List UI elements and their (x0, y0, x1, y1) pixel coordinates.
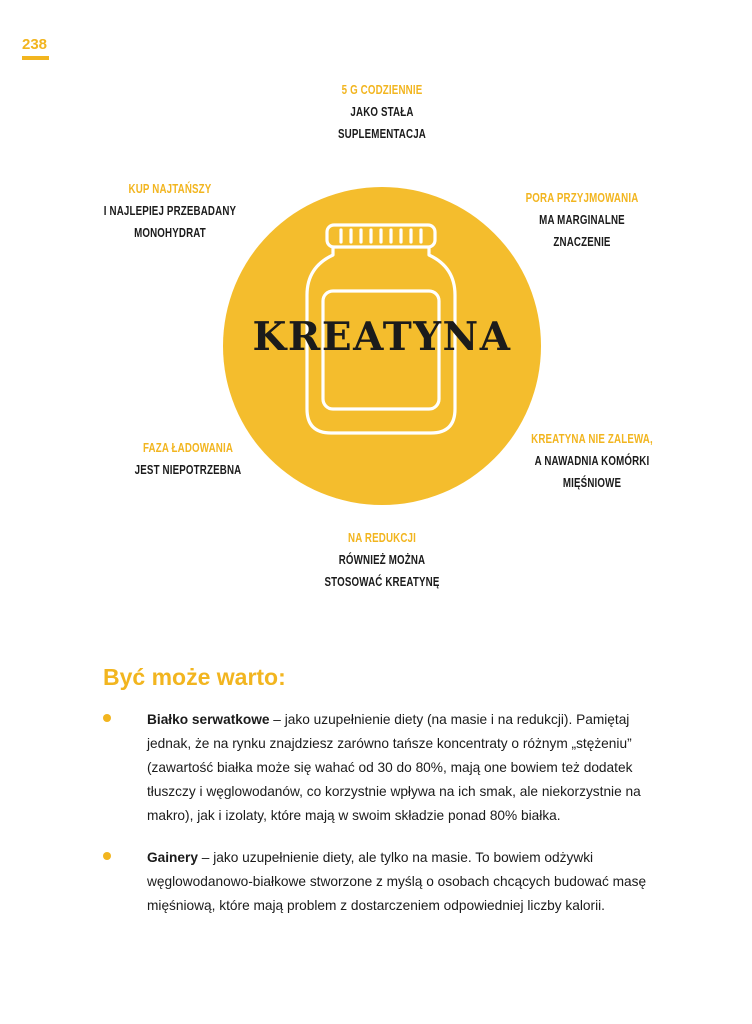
list-item-body: – jako uzupełnienie diety (na masie i na redukcji). Pamiętaj jednak, że na rynku znajdziesz zarówno tańsze koncentraty o różnym „stężeniu” (zawartość białka może się wahać od 30 do 80%, mają one bowiem też dodatek tłuszczy i węglowodanów, co korzystnie wpływa na ich smak, ale niekorzystnie na makro), jak i izolaty, które mają w swoim składzie ponad 80% białka. (147, 712, 641, 823)
note-bottom (296, 527, 468, 593)
note-right (506, 428, 678, 494)
list-item-text (147, 846, 663, 918)
note-bottom-line-1: RÓWNIEŻ MOŻNA (338, 553, 426, 567)
list-item-text (147, 708, 663, 828)
list-item-body: – jako uzupełnienie diety, ale tylko na masie. To bowiem odżywki węglowodanowo-białkowe stworzone z myślą o osobach chcących budować masę mięśniową, które mają problem z dostarczeniem odpowiedniej liczby kalorii. (147, 850, 647, 913)
note-top-left (84, 178, 256, 244)
note-top-line-2: SUPLEMENTACJA (338, 127, 426, 141)
list-item-term: Białko serwatkowe (147, 712, 270, 727)
list-item (103, 846, 663, 918)
section-heading: Być może warto: (103, 664, 286, 690)
note-top-line-1: JAKO STAŁA (350, 105, 414, 119)
list-item-term: Gainery (147, 850, 198, 865)
note-top-right-line-1: MA MARGINALNE (539, 213, 625, 227)
note-top-right-highlight: PORA PRZYJMOWANIA (525, 191, 639, 205)
note-left-line-1: JEST NIEPOTRZEBNA (134, 463, 242, 477)
note-top-right (496, 187, 668, 253)
note-top-left-line-2: MONOHYDRAT (134, 226, 206, 240)
bullet-icon (103, 852, 111, 860)
page-number: 238 (22, 36, 48, 53)
note-top-left-line-1: I NAJLEPIEJ PRZEBADANY (103, 204, 237, 218)
note-bottom-highlight: NA REDUKCJI (347, 531, 416, 545)
page-number-underline (22, 56, 49, 60)
note-top-highlight: 5 G CODZIENNIE (341, 83, 423, 97)
note-left-highlight: FAZA ŁADOWANIA (142, 441, 234, 455)
note-bottom-line-2: STOSOWAĆ KREATYNĘ (324, 575, 440, 589)
diagram-title: KREATYNA (252, 314, 512, 360)
note-top-right-line-2: ZNACZENIE (553, 235, 611, 249)
note-right-line-1: A NAWADNIA KOMÓRKI (534, 454, 650, 468)
bullet-icon (103, 714, 111, 722)
note-right-line-2: MIĘŚNIOWE (562, 476, 622, 490)
note-left (102, 437, 274, 481)
note-top-left-highlight: KUP NAJTAŃSZY (128, 182, 212, 196)
note-right-highlight: KREATYNA NIE ZALEWA, (531, 432, 653, 446)
list-item (103, 708, 663, 828)
note-top (296, 79, 468, 145)
